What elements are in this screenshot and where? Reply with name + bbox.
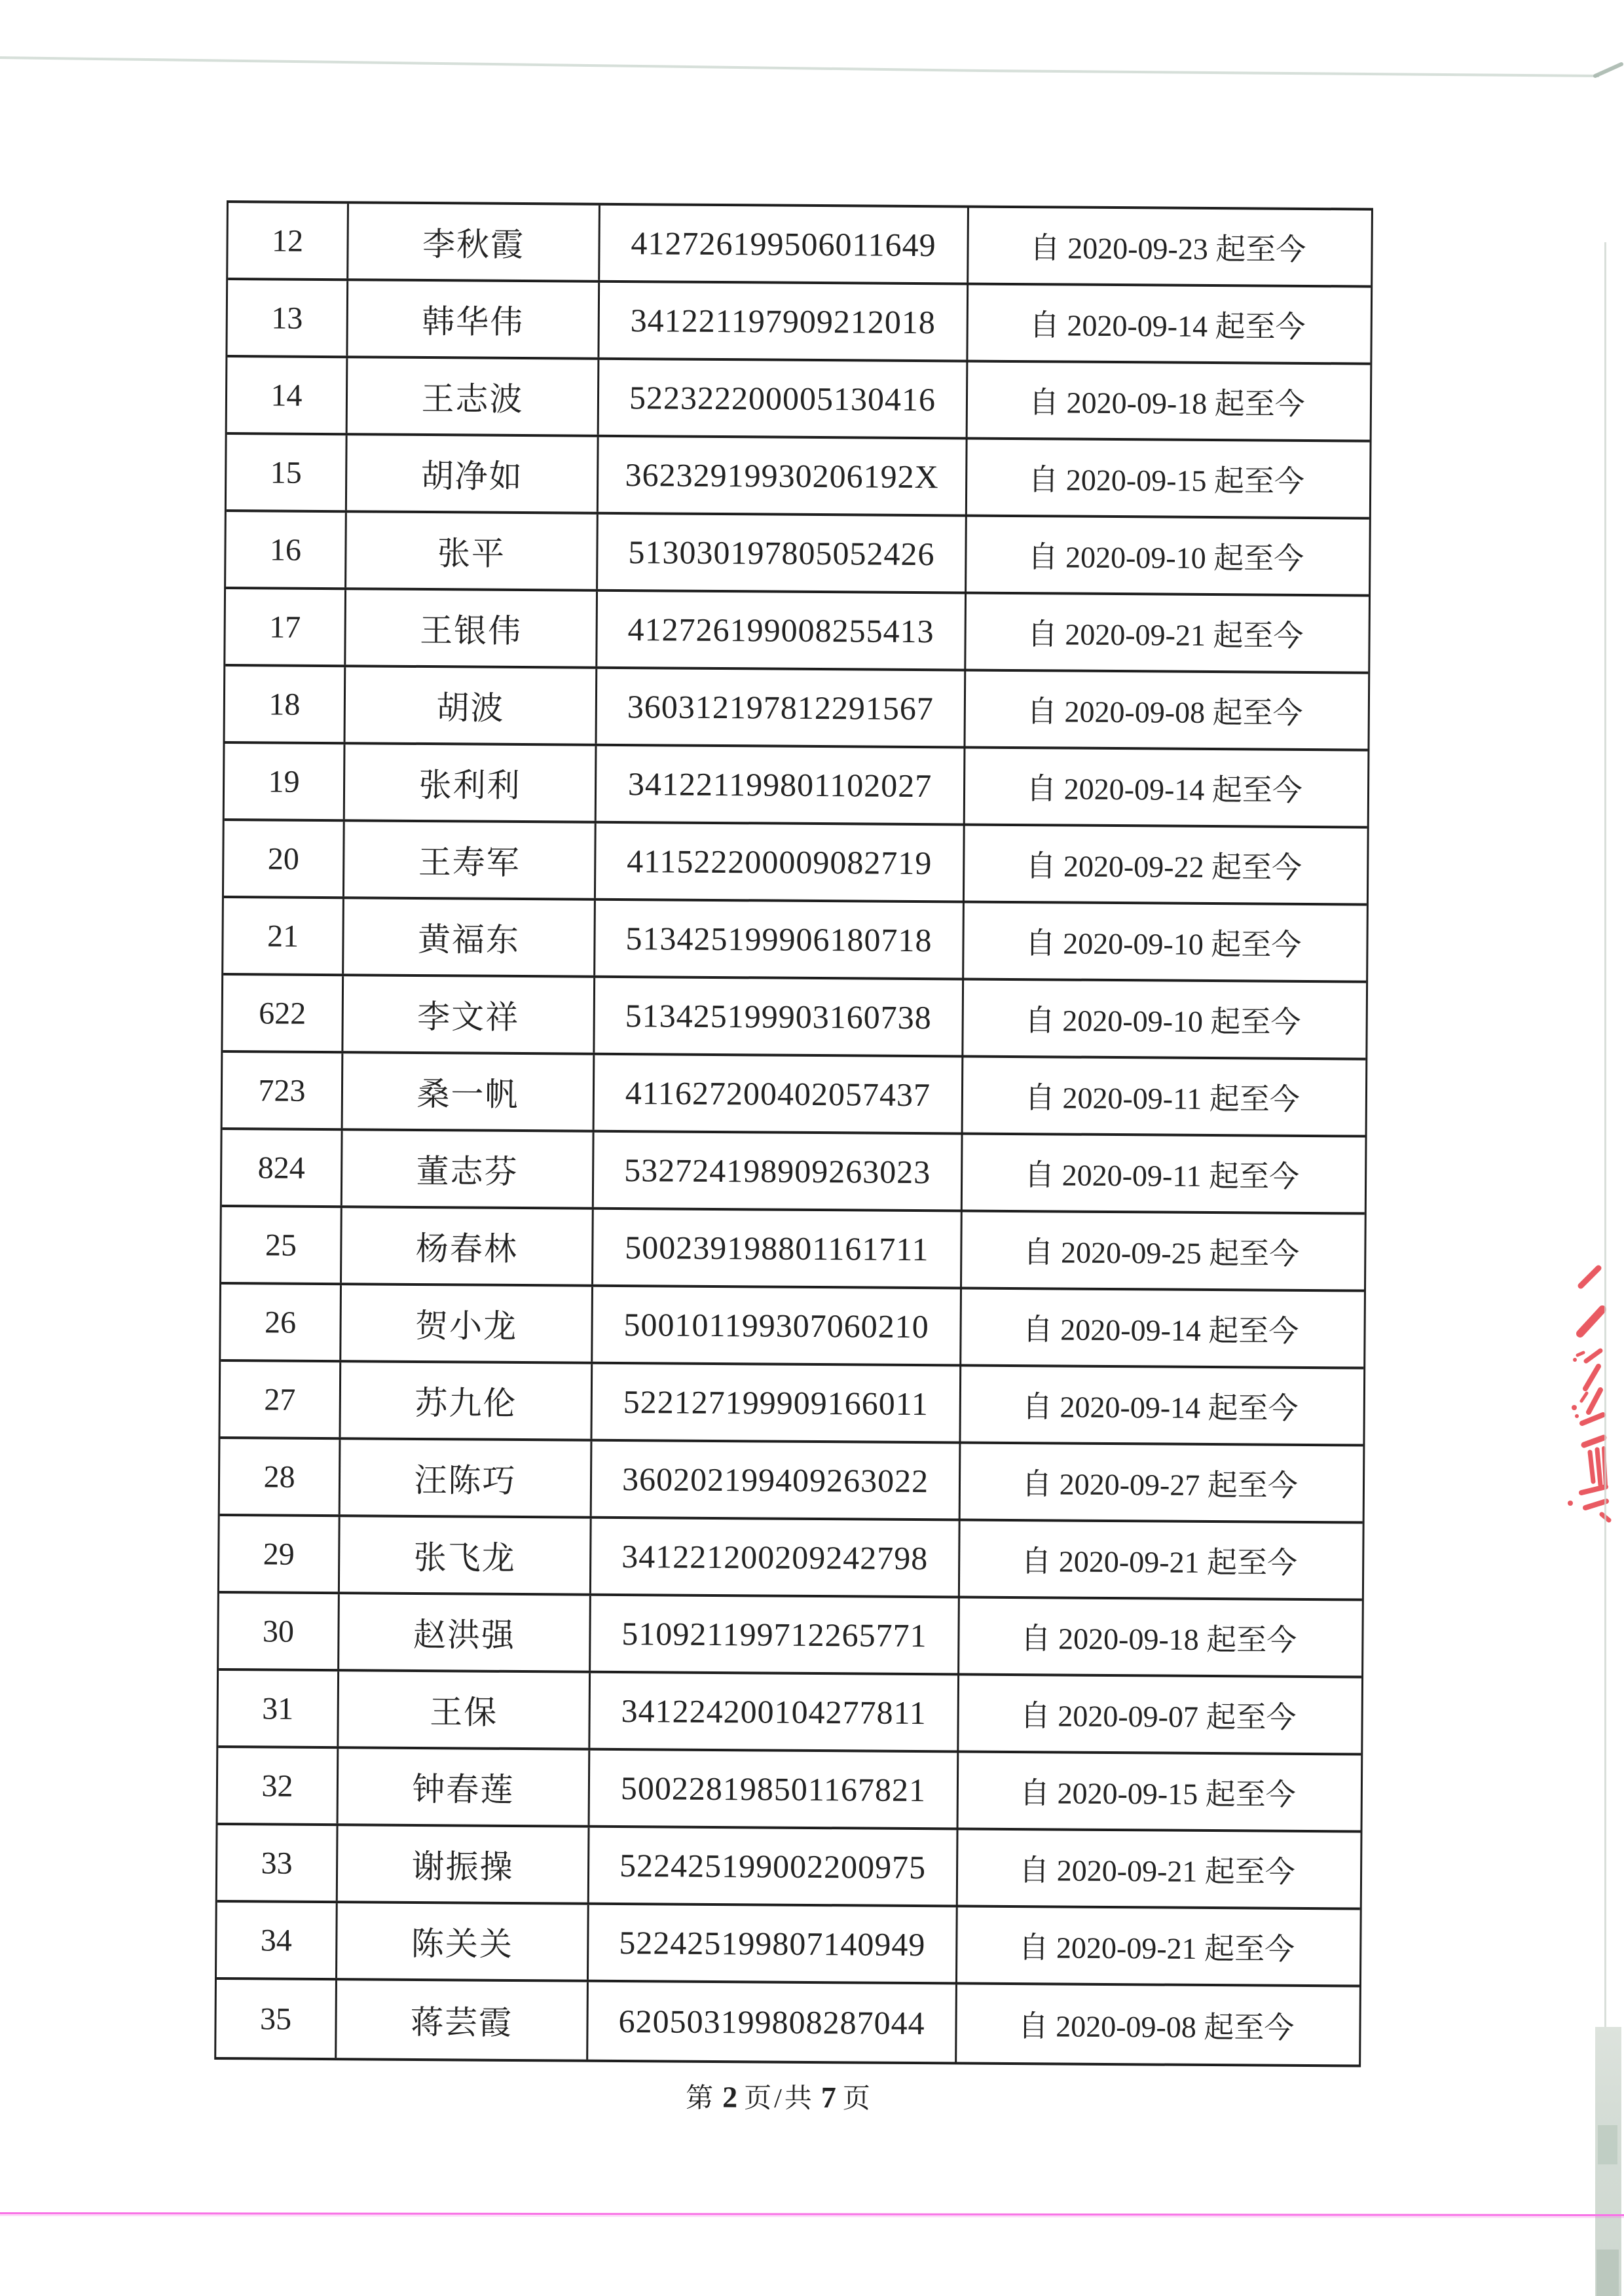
row-index-cell: 33 xyxy=(217,1825,339,1901)
row-index-cell: 26 xyxy=(221,1285,342,1360)
footer-separator: 页/共 xyxy=(744,2083,815,2115)
table-row xyxy=(218,1748,1361,1833)
period-cell: 自 2020-09-22 起至今 xyxy=(1025,849,1302,884)
id-number-cell: 620503199808287044 xyxy=(588,1982,957,2062)
id-number-cell: 500239198801161711 xyxy=(593,1210,963,1287)
row-index-cell: 27 xyxy=(220,1362,341,1437)
period-cell: 自 2020-09-14 起至今 xyxy=(1026,772,1303,807)
period-cell: 自 2020-09-15 起至今 xyxy=(1019,1776,1296,1812)
period-cell: 自 2020-09-11 起至今 xyxy=(1024,1158,1300,1194)
period-cell: 自 2020-09-25 起至今 xyxy=(1023,1235,1300,1271)
row-index-cell: 14 xyxy=(227,357,348,433)
person-name-cell: 钟春莲 xyxy=(339,1749,591,1825)
page-footer xyxy=(0,2074,1624,2119)
person-name-cell: 张飞龙 xyxy=(340,1517,592,1594)
table-row xyxy=(227,357,1371,443)
id-number-cell: 411522200009082719 xyxy=(596,824,965,901)
red-stamp-fragment xyxy=(1559,1244,1624,1532)
row-index-cell: 34 xyxy=(217,1903,338,1978)
person-name-cell: 蒋芸霞 xyxy=(337,1980,589,2060)
scan-edge-right-line xyxy=(1604,242,1606,2062)
period-cell: 自 2020-09-14 起至今 xyxy=(1029,308,1306,344)
roster-table-body xyxy=(216,203,1371,2065)
person-name-cell: 赵洪强 xyxy=(339,1594,591,1671)
table-row xyxy=(217,1903,1360,1988)
table-row xyxy=(221,1207,1365,1292)
table-row xyxy=(222,1130,1365,1215)
row-index-cell: 17 xyxy=(225,589,346,665)
id-number-cell: 360312197812291567 xyxy=(597,669,967,746)
row-index-cell: 15 xyxy=(227,435,348,510)
footer-prefix: 第 xyxy=(686,2083,716,2114)
id-number-cell: 341221199801102027 xyxy=(597,746,966,824)
person-name-cell: 贺小龙 xyxy=(341,1285,593,1362)
period-cell: 自 2020-09-21 起至今 xyxy=(1021,1544,1298,1580)
id-number-cell: 341224200104277811 xyxy=(590,1673,959,1751)
person-name-cell: 谢振操 xyxy=(338,1826,590,1903)
period-cell: 自 2020-09-14 起至今 xyxy=(1022,1390,1299,1425)
person-name-cell: 张利利 xyxy=(345,744,597,821)
row-index-cell: 35 xyxy=(216,1980,337,2058)
id-number-cell: 532724198909263023 xyxy=(594,1133,963,1210)
row-index-cell: 25 xyxy=(221,1207,342,1283)
table-row xyxy=(226,512,1369,597)
id-number-cell: 341221200209242798 xyxy=(591,1519,961,1596)
period-cell: 自 2020-09-10 起至今 xyxy=(1024,1004,1301,1039)
table-row xyxy=(220,1362,1363,1447)
table-row xyxy=(223,1053,1366,1138)
id-number-cell: 513030197805052426 xyxy=(598,515,967,592)
period-cell: 自 2020-09-10 起至今 xyxy=(1027,540,1304,575)
period-cell: 自 2020-09-21 起至今 xyxy=(1018,1931,1295,1966)
row-index-cell: 723 xyxy=(223,1053,344,1128)
id-number-cell: 522425199002200975 xyxy=(589,1828,959,1905)
scan-edge-top-line xyxy=(0,0,1624,92)
row-index-cell: 29 xyxy=(219,1516,341,1592)
person-name-cell: 王保 xyxy=(339,1671,591,1748)
row-index-cell: 32 xyxy=(218,1748,339,1823)
id-number-cell: 500101199307060210 xyxy=(593,1287,962,1364)
id-number-cell: 513425199906180718 xyxy=(595,901,965,978)
table-row xyxy=(223,898,1367,983)
table-row xyxy=(227,280,1371,365)
period-cell: 自 2020-09-18 起至今 xyxy=(1028,386,1305,421)
period-cell: 自 2020-09-15 起至今 xyxy=(1028,463,1305,498)
id-number-cell: 360202199409263022 xyxy=(592,1442,961,1519)
person-name-cell: 韩华伟 xyxy=(348,281,600,357)
table-row xyxy=(220,1439,1363,1524)
period-cell: 自 2020-09-21 起至今 xyxy=(1019,1853,1296,1889)
row-index-cell: 20 xyxy=(224,821,345,896)
person-name-cell: 董志芬 xyxy=(342,1131,595,1207)
table-row xyxy=(224,821,1367,906)
person-name-cell: 王寿军 xyxy=(344,822,597,898)
table-row xyxy=(218,1671,1361,1756)
id-number-cell: 522425199807140949 xyxy=(589,1905,958,1982)
period-cell: 自 2020-09-18 起至今 xyxy=(1020,1622,1297,1657)
footer-page-number: 2 xyxy=(722,2080,738,2114)
id-number-cell: 36232919930206192X xyxy=(599,437,968,515)
table-row xyxy=(219,1594,1362,1679)
person-name-cell: 陈关关 xyxy=(337,1903,589,1980)
table-row xyxy=(223,975,1366,1061)
table-row xyxy=(227,435,1370,520)
table-row xyxy=(225,666,1368,752)
table-row xyxy=(225,744,1368,829)
period-cell: 自 2020-09-14 起至今 xyxy=(1022,1313,1299,1348)
scan-band-dark-patch xyxy=(1598,2125,1617,2164)
id-number-cell: 513425199903160738 xyxy=(595,978,964,1055)
scan-band-dark-patch xyxy=(1596,2250,1619,2296)
row-index-cell: 16 xyxy=(226,512,347,587)
person-name-cell: 李文祥 xyxy=(343,976,595,1053)
person-name-cell: 汪陈巧 xyxy=(341,1440,593,1516)
row-index-cell: 19 xyxy=(225,744,346,819)
id-number-cell: 411627200402057437 xyxy=(595,1055,964,1133)
person-name-cell: 王志波 xyxy=(348,358,600,435)
period-cell: 自 2020-09-21 起至今 xyxy=(1027,617,1304,653)
table-row xyxy=(225,589,1369,674)
id-number-cell: 341221197909212018 xyxy=(599,283,969,360)
scan-edge-bottom-band xyxy=(1595,2027,1621,2296)
row-index-cell: 13 xyxy=(227,280,348,355)
table-row xyxy=(217,1825,1361,1910)
id-number-cell: 412726199506011649 xyxy=(600,206,969,283)
period-cell: 自 2020-09-07 起至今 xyxy=(1020,1699,1297,1734)
footer-total-pages: 7 xyxy=(821,2081,836,2115)
person-name-cell: 桑一帆 xyxy=(343,1053,595,1130)
period-cell: 自 2020-09-10 起至今 xyxy=(1025,926,1302,962)
id-number-cell: 522127199909166011 xyxy=(592,1364,961,1442)
row-index-cell: 30 xyxy=(219,1594,340,1669)
person-name-cell: 黄福东 xyxy=(344,899,596,975)
id-number-cell: 522322200005130416 xyxy=(599,360,969,437)
row-index-cell: 12 xyxy=(228,203,349,278)
period-cell: 自 2020-09-11 起至今 xyxy=(1024,1081,1301,1116)
table-row xyxy=(216,1980,1359,2065)
row-index-cell: 824 xyxy=(222,1130,343,1205)
person-name-cell: 胡波 xyxy=(346,667,598,744)
row-index-cell: 622 xyxy=(223,975,344,1051)
row-index-cell: 18 xyxy=(225,666,346,742)
id-number-cell: 412726199008255413 xyxy=(597,592,967,669)
row-index-cell: 21 xyxy=(223,898,344,974)
period-cell: 自 2020-09-27 起至今 xyxy=(1022,1467,1298,1503)
period-cell: 自 2020-09-23 起至今 xyxy=(1029,231,1306,266)
person-name-cell: 王银伟 xyxy=(346,590,598,666)
person-name-cell: 杨春林 xyxy=(342,1208,594,1285)
table-row xyxy=(221,1285,1364,1370)
table-row xyxy=(219,1516,1363,1601)
row-index-cell: 28 xyxy=(220,1439,341,1514)
row-index-cell: 31 xyxy=(218,1671,339,1746)
id-number-cell: 500228198501167821 xyxy=(590,1751,959,1828)
roster-table xyxy=(214,200,1373,2068)
scan-magenta-line xyxy=(0,2212,1624,2216)
period-cell: 自 2020-09-08 起至今 xyxy=(1018,2009,1295,2045)
footer-suffix: 页 xyxy=(842,2084,873,2115)
id-number-cell: 510921199712265771 xyxy=(591,1596,960,1673)
person-name-cell: 李秋霞 xyxy=(348,204,600,280)
person-name-cell: 张平 xyxy=(346,513,599,589)
person-name-cell: 胡净如 xyxy=(347,435,599,512)
table-row xyxy=(228,203,1371,288)
period-cell: 自 2020-09-08 起至今 xyxy=(1026,695,1303,730)
person-name-cell: 苏九伦 xyxy=(341,1362,593,1439)
